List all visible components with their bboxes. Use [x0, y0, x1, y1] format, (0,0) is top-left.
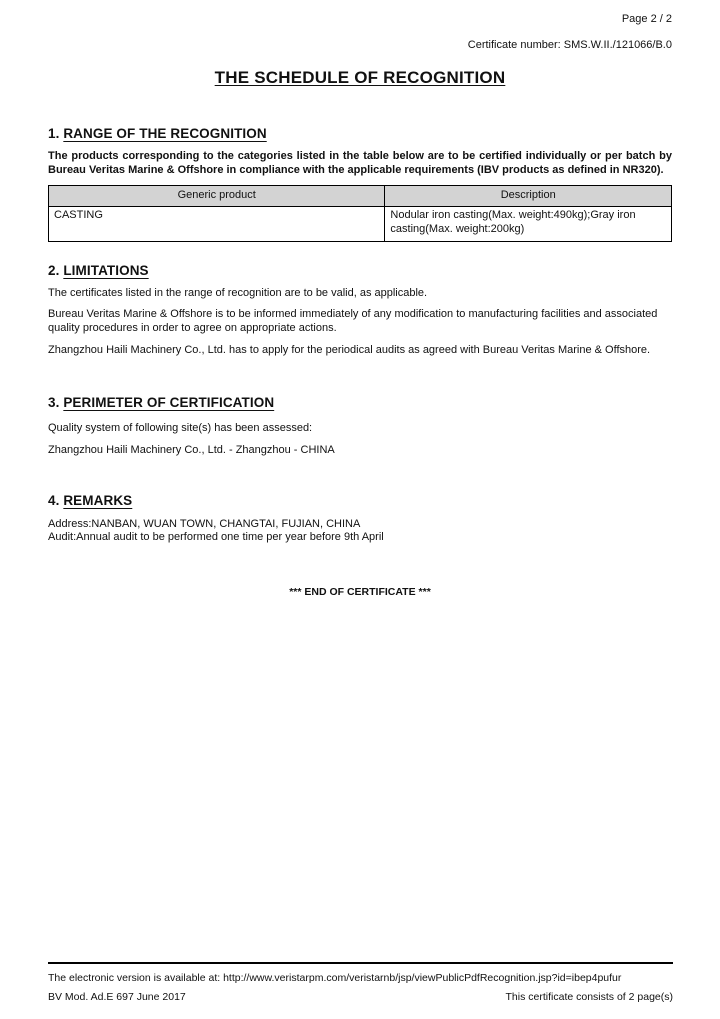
remarks-audit-line: Audit:Annual audit to be performed one time per year before 9th April	[48, 530, 384, 543]
form-reference: BV Mod. Ad.E 697 June 2017	[48, 991, 186, 1003]
products-table	[48, 185, 672, 242]
section-number: 3.	[48, 395, 60, 411]
column-header-description: Description	[385, 186, 672, 207]
end-of-certificate-marker: *** END OF CERTIFICATE ***	[289, 586, 431, 599]
section-number: 1.	[48, 126, 60, 142]
section-title: LIMITATIONS	[63, 262, 149, 278]
limitations-paragraph: Bureau Veritas Marine & Offshore is to be informed immediately of any modification to manufacturing facilities and associated quality procedures in order to agree on appropriate actions.	[48, 308, 658, 334]
section-heading-perimeter	[48, 395, 672, 410]
footer-row	[48, 991, 673, 1003]
remarks-address-line: Address:NANBAN, WUAN TOWN, CHANGTAI, FUJIAN, CHINA	[48, 518, 361, 531]
section-heading-range	[48, 126, 672, 141]
section-title: REMARKS	[63, 493, 133, 509]
cell-description: Nodular iron casting(Max. weight:490kg);Gray iron casting(Max. weight:200kg)	[385, 206, 672, 241]
electronic-version-note: The electronic version is available at: http://www.veristarpm.com/veristarnb/jsp/viewPublicPdfRecognition.jsp?id=ibep4pufur	[48, 972, 622, 984]
certificate-number: Certificate number: SMS.W.II./121066/B.0	[467, 39, 672, 52]
limitations-paragraph: The certificates listed in the range of recognition are to be valid, as applicable.	[48, 286, 428, 299]
section-title: PERIMETER OF CERTIFICATION	[63, 395, 275, 411]
cell-generic-product: CASTING	[49, 206, 385, 241]
section-title: RANGE OF THE RECOGNITION	[63, 126, 267, 142]
range-intro-paragraph: The products corresponding to the categories listed in the table below are to be certified individually or per batch by Bureau Veritas Marine & Offshore in compliance with the applicable requirements (IBV products as defined in NR320).	[48, 150, 672, 176]
limitations-paragraph: Zhangzhou Haili Machinery Co., Ltd. has to apply for the periodical audits as agreed with Bureau Veritas Marine & Offshore.	[48, 343, 651, 356]
page-number: Page 2 / 2	[621, 13, 672, 25]
remarks-block	[48, 518, 672, 543]
column-header-generic-product: Generic product	[49, 186, 385, 207]
section-heading-remarks	[48, 493, 672, 508]
page-footer	[48, 962, 673, 1003]
perimeter-site: Zhangzhou Haili Machinery Co., Ltd. - Zhangzhou - CHINA	[48, 443, 335, 456]
table-row	[49, 206, 672, 241]
section-heading-limitations	[48, 263, 672, 278]
perimeter-paragraph: Quality system of following site(s) has been assessed:	[48, 422, 313, 435]
footer-divider	[48, 962, 673, 964]
page-count-note: This certificate consists of 2 page(s)	[505, 991, 673, 1003]
header-meta	[48, 13, 672, 51]
section-number: 2.	[48, 262, 60, 278]
section-number: 4.	[48, 493, 60, 509]
document-title: THE SCHEDULE OF RECOGNITION	[214, 68, 506, 88]
table-header-row	[49, 186, 672, 207]
